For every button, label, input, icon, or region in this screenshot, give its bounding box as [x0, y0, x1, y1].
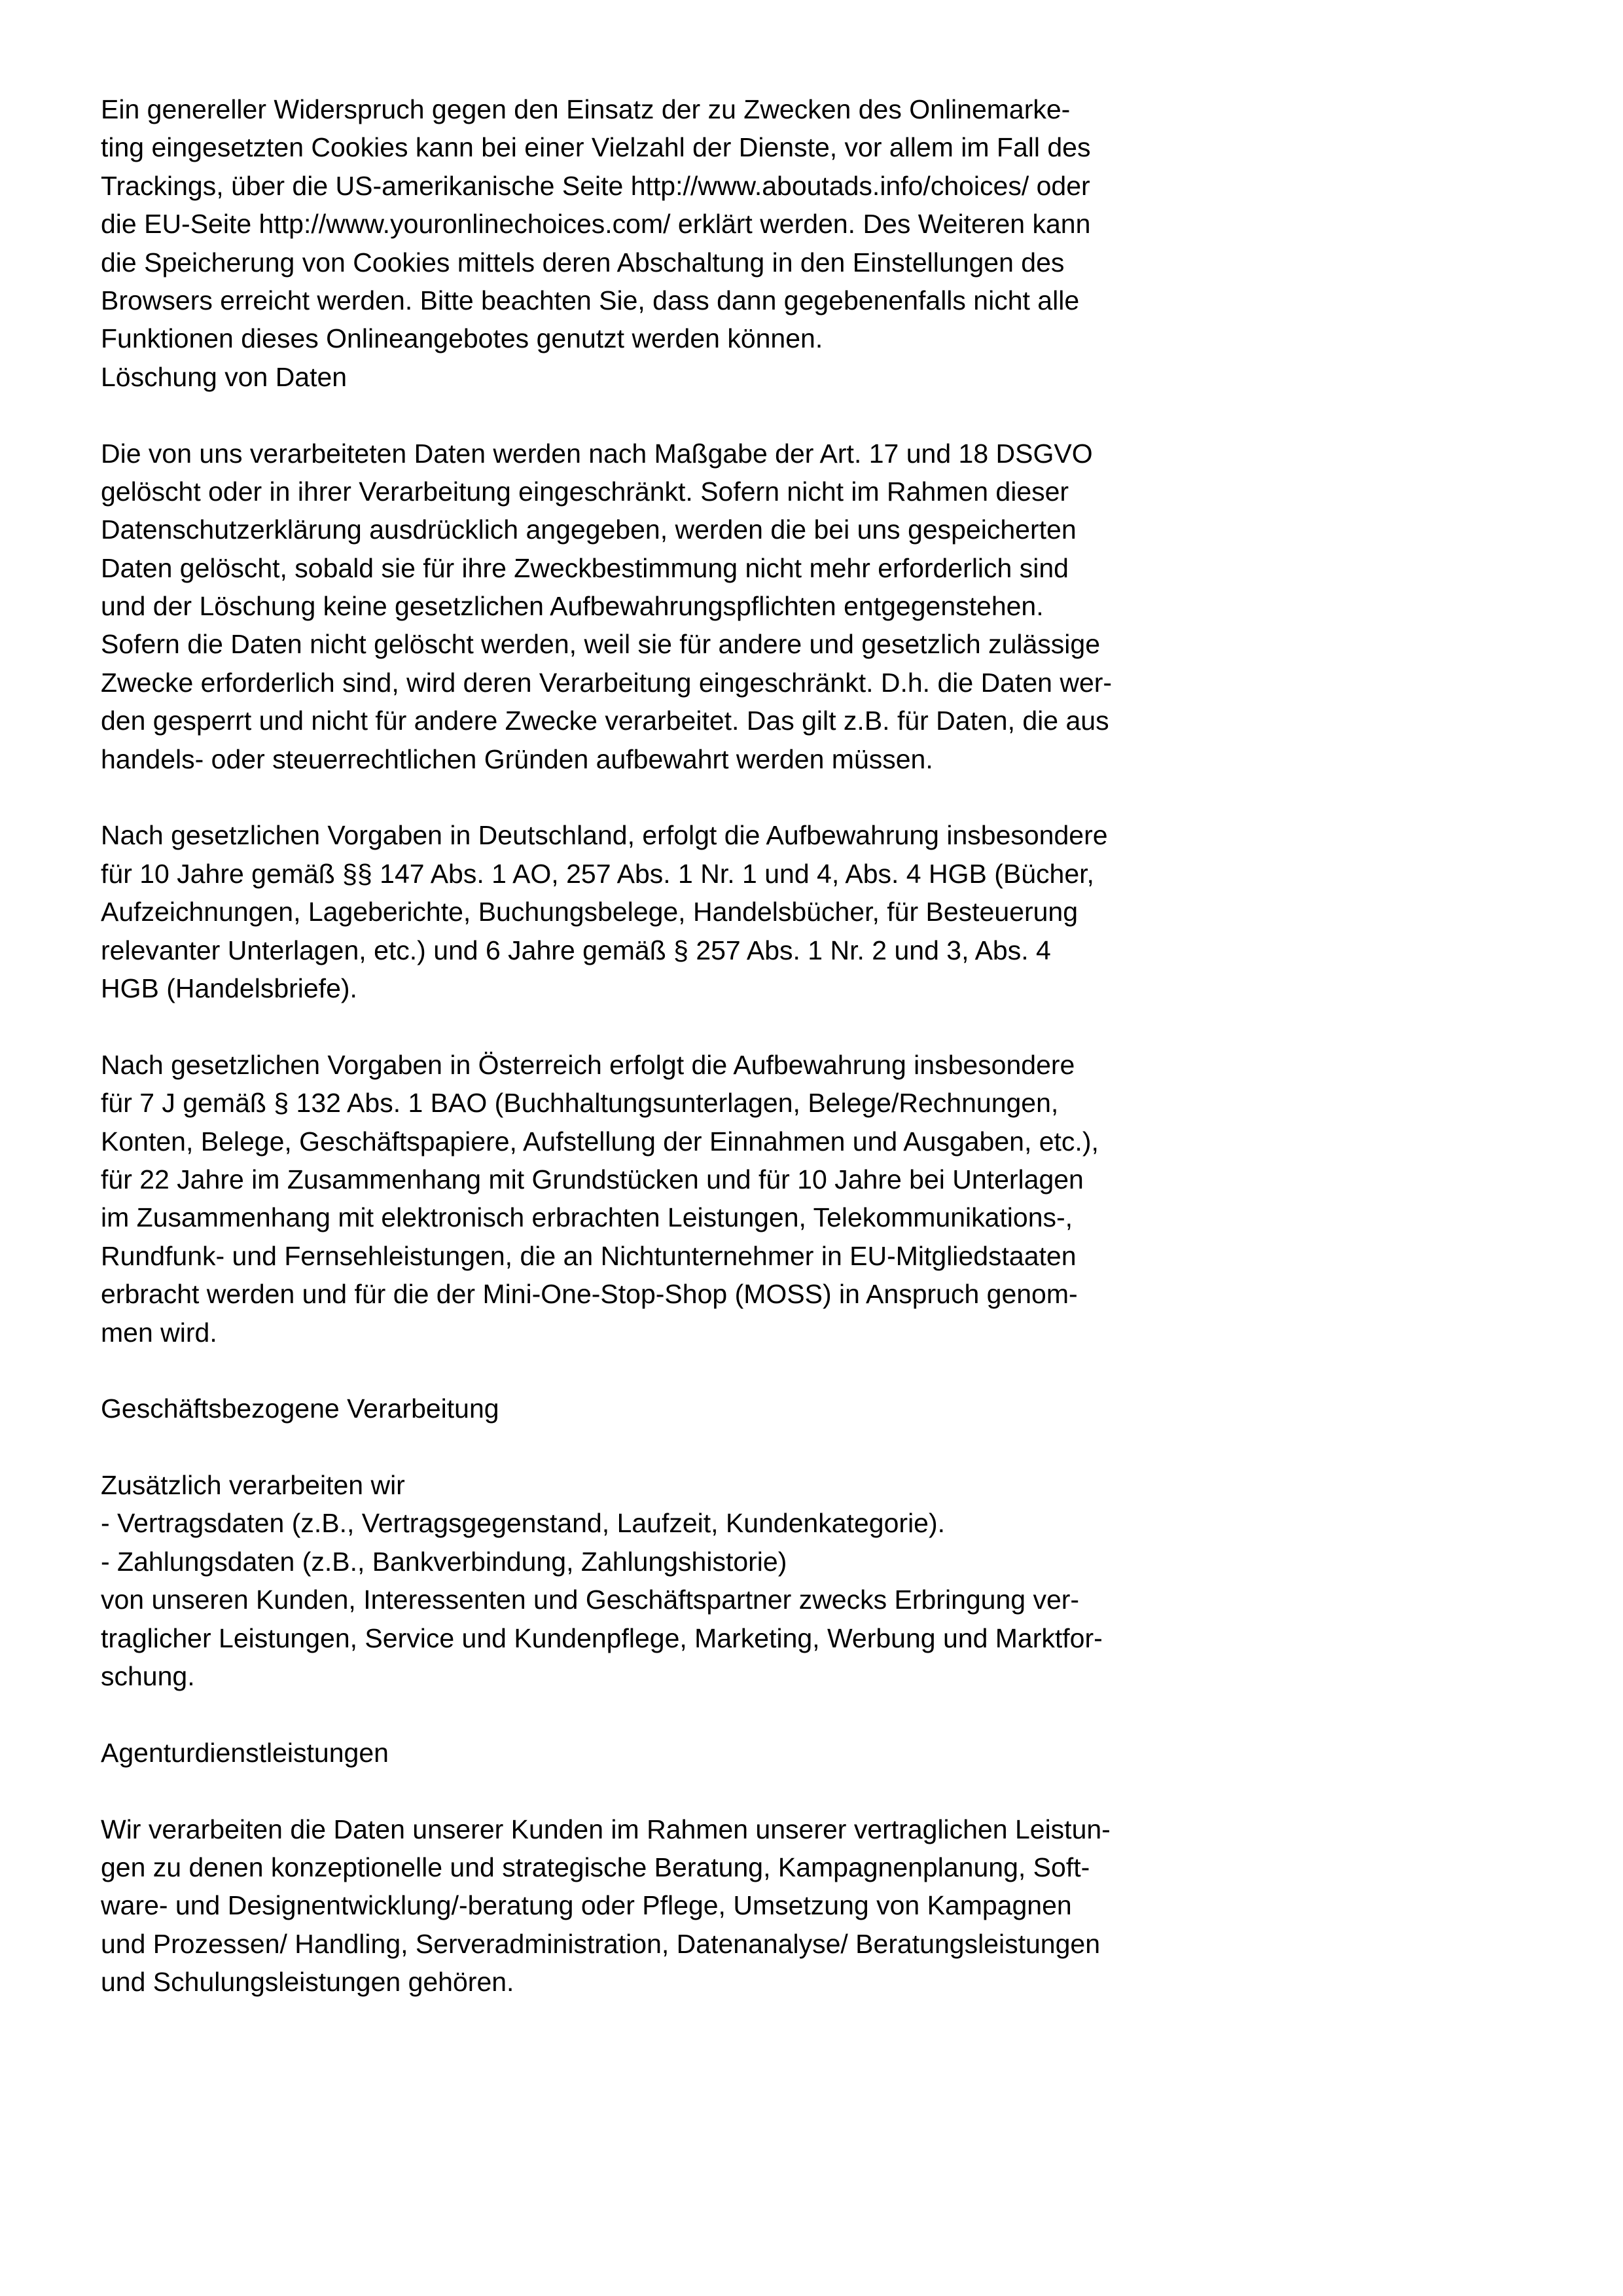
text-line: Browsers erreicht werden. Bitte beachten Sie, dass dann gegebenenfalls nicht alle [101, 285, 1080, 315]
text-line: HGB (Handelsbriefe). [101, 973, 357, 1003]
text-line: von unseren Kunden, Interessenten und Geschäftspartner zwecks Erbringung ver- [101, 1585, 1080, 1615]
paragraph [101, 435, 1112, 779]
text-line: traglicher Leistungen, Service und Kundenpflege, Marketing, Werbung und Marktfor- [101, 1623, 1103, 1653]
text-line: Nach gesetzlichen Vorgaben in Österreich erfolgt die Aufbewahrung insbesondere [101, 1049, 1075, 1080]
text-line: für 22 Jahre im Zusammenhang mit Grundstücken und für 10 Jahre bei Unterlagen [101, 1164, 1084, 1194]
section-heading [101, 1390, 1112, 1427]
section-heading [101, 358, 1112, 396]
text-line: men wird. [101, 1317, 217, 1348]
text-line: gen zu denen konzeptionelle und strategische Beratung, Kampagnenplanung, Soft- [101, 1852, 1090, 1882]
text-line: ting eingesetzten Cookies kann bei einer Vielzahl der Dienste, vor allem im Fall des [101, 132, 1091, 163]
text-line: Geschäftsbezogene Verarbeitung [101, 1393, 499, 1424]
text-line: für 7 J gemäß § 132 Abs. 1 BAO (Buchhaltungsunterlagen, Belege/Rechnungen, [101, 1088, 1059, 1119]
text-line: Agenturdienstleistungen [101, 1737, 389, 1768]
section-heading [101, 1734, 1112, 1772]
text-line: Wir verarbeiten die Daten unserer Kunden im Rahmen unserer vertraglichen Leistun- [101, 1814, 1111, 1844]
text-line: Zusätzlich verarbeiten wir [101, 1470, 405, 1501]
text-line: handels- oder steuerrechtlichen Gründen aufbewahrt werden müssen. [101, 744, 933, 774]
text-line: Funktionen dieses Onlineangebotes genutzt werden können. [101, 323, 823, 354]
text-line: den gesperrt und nicht für andere Zwecke verarbeitet. Das gilt z.B. für Daten, die aus [101, 706, 1109, 736]
text-line: und Schulungsleistungen gehören. [101, 1967, 514, 1998]
text-line: Sofern die Daten nicht gelöscht werden, weil sie für andere und gesetzlich zulässige [101, 629, 1100, 660]
text-line: im Zusammenhang mit elektronisch erbrachten Leistungen, Telekommunikations-, [101, 1202, 1073, 1233]
paragraph [101, 1046, 1112, 1352]
text-line: die Speicherung von Cookies mittels deren Abschaltung in den Einstellungen des [101, 247, 1065, 278]
text-line: - Zahlungsdaten (z.B., Bankverbindung, Zahlungshistorie) [101, 1546, 787, 1577]
text-line: Ein genereller Widerspruch gegen den Einsatz der zu Zwecken des Onlinemarke- [101, 94, 1071, 124]
text-line: Daten gelöscht, sobald sie für ihre Zweckbestimmung nicht mehr erforderlich sind [101, 552, 1069, 583]
text-line: relevanter Unterlagen, etc.) und 6 Jahre gemäß § 257 Abs. 1 Nr. 2 und 3, Abs. 4 [101, 935, 1051, 965]
text-line: Rundfunk- und Fernsehleistungen, die an Nichtunternehmer in EU-Mitgliedstaaten [101, 1240, 1077, 1271]
paragraph [101, 816, 1112, 1007]
text-line: gelöscht oder in ihrer Verarbeitung eingeschränkt. Sofern nicht im Rahmen dieser [101, 476, 1069, 507]
text-line: Aufzeichnungen, Lageberichte, Buchungsbelege, Handelsbücher, für Besteuerung [101, 897, 1079, 927]
text-line: und der Löschung keine gesetzlichen Aufbewahrungspflichten entgegenstehen. [101, 591, 1044, 622]
paragraph [101, 1810, 1112, 2001]
text-line: für 10 Jahre gemäß §§ 147 Abs. 1 AO, 257 Abs. 1 Nr. 1 und 4, Abs. 4 HGB (Bücher, [101, 858, 1094, 889]
text-line: Die von uns verarbeiteten Daten werden nach Maßgabe der Art. 17 und 18 DSGVO [101, 438, 1093, 469]
text-line: erbracht werden und für die der Mini-One-Stop-Shop (MOSS) in Anspruch genom- [101, 1279, 1078, 1310]
text-line: Nach gesetzlichen Vorgaben in Deutschland, erfolgt die Aufbewahrung insbesondere [101, 820, 1108, 851]
text-line: die EU-Seite http://www.youronlinechoices.com/ erklärt werden. Des Weiteren kann [101, 209, 1091, 240]
text-line: ware- und Designentwicklung/-beratung oder Pflege, Umsetzung von Kampagnen [101, 1890, 1072, 1921]
text-line: Zwecke erforderlich sind, wird deren Verarbeitung eingeschränkt. D.h. die Daten wer- [101, 667, 1113, 698]
text-line: und Prozessen/ Handling, Serveradministration, Datenanalyse/ Beratungsleistungen [101, 1928, 1101, 1959]
text-line: Konten, Belege, Geschäftspapiere, Aufstellung der Einnahmen und Ausgaben, etc.), [101, 1126, 1099, 1157]
text-line: - Vertragsdaten (z.B., Vertragsgegenstand, Laufzeit, Kundenkategorie). [101, 1508, 946, 1539]
text-line: schung. [101, 1661, 195, 1692]
paragraph [101, 90, 1112, 358]
paragraph [101, 1466, 1112, 1695]
text-line: Trackings, über die US-amerikanische Seite http://www.aboutads.info/choices/ oder [101, 170, 1090, 201]
document-body [101, 90, 1112, 2001]
text-line: Datenschutzerklärung ausdrücklich angegeben, werden die bei uns gespeicherten [101, 514, 1077, 545]
text-line: Löschung von Daten [101, 361, 348, 392]
